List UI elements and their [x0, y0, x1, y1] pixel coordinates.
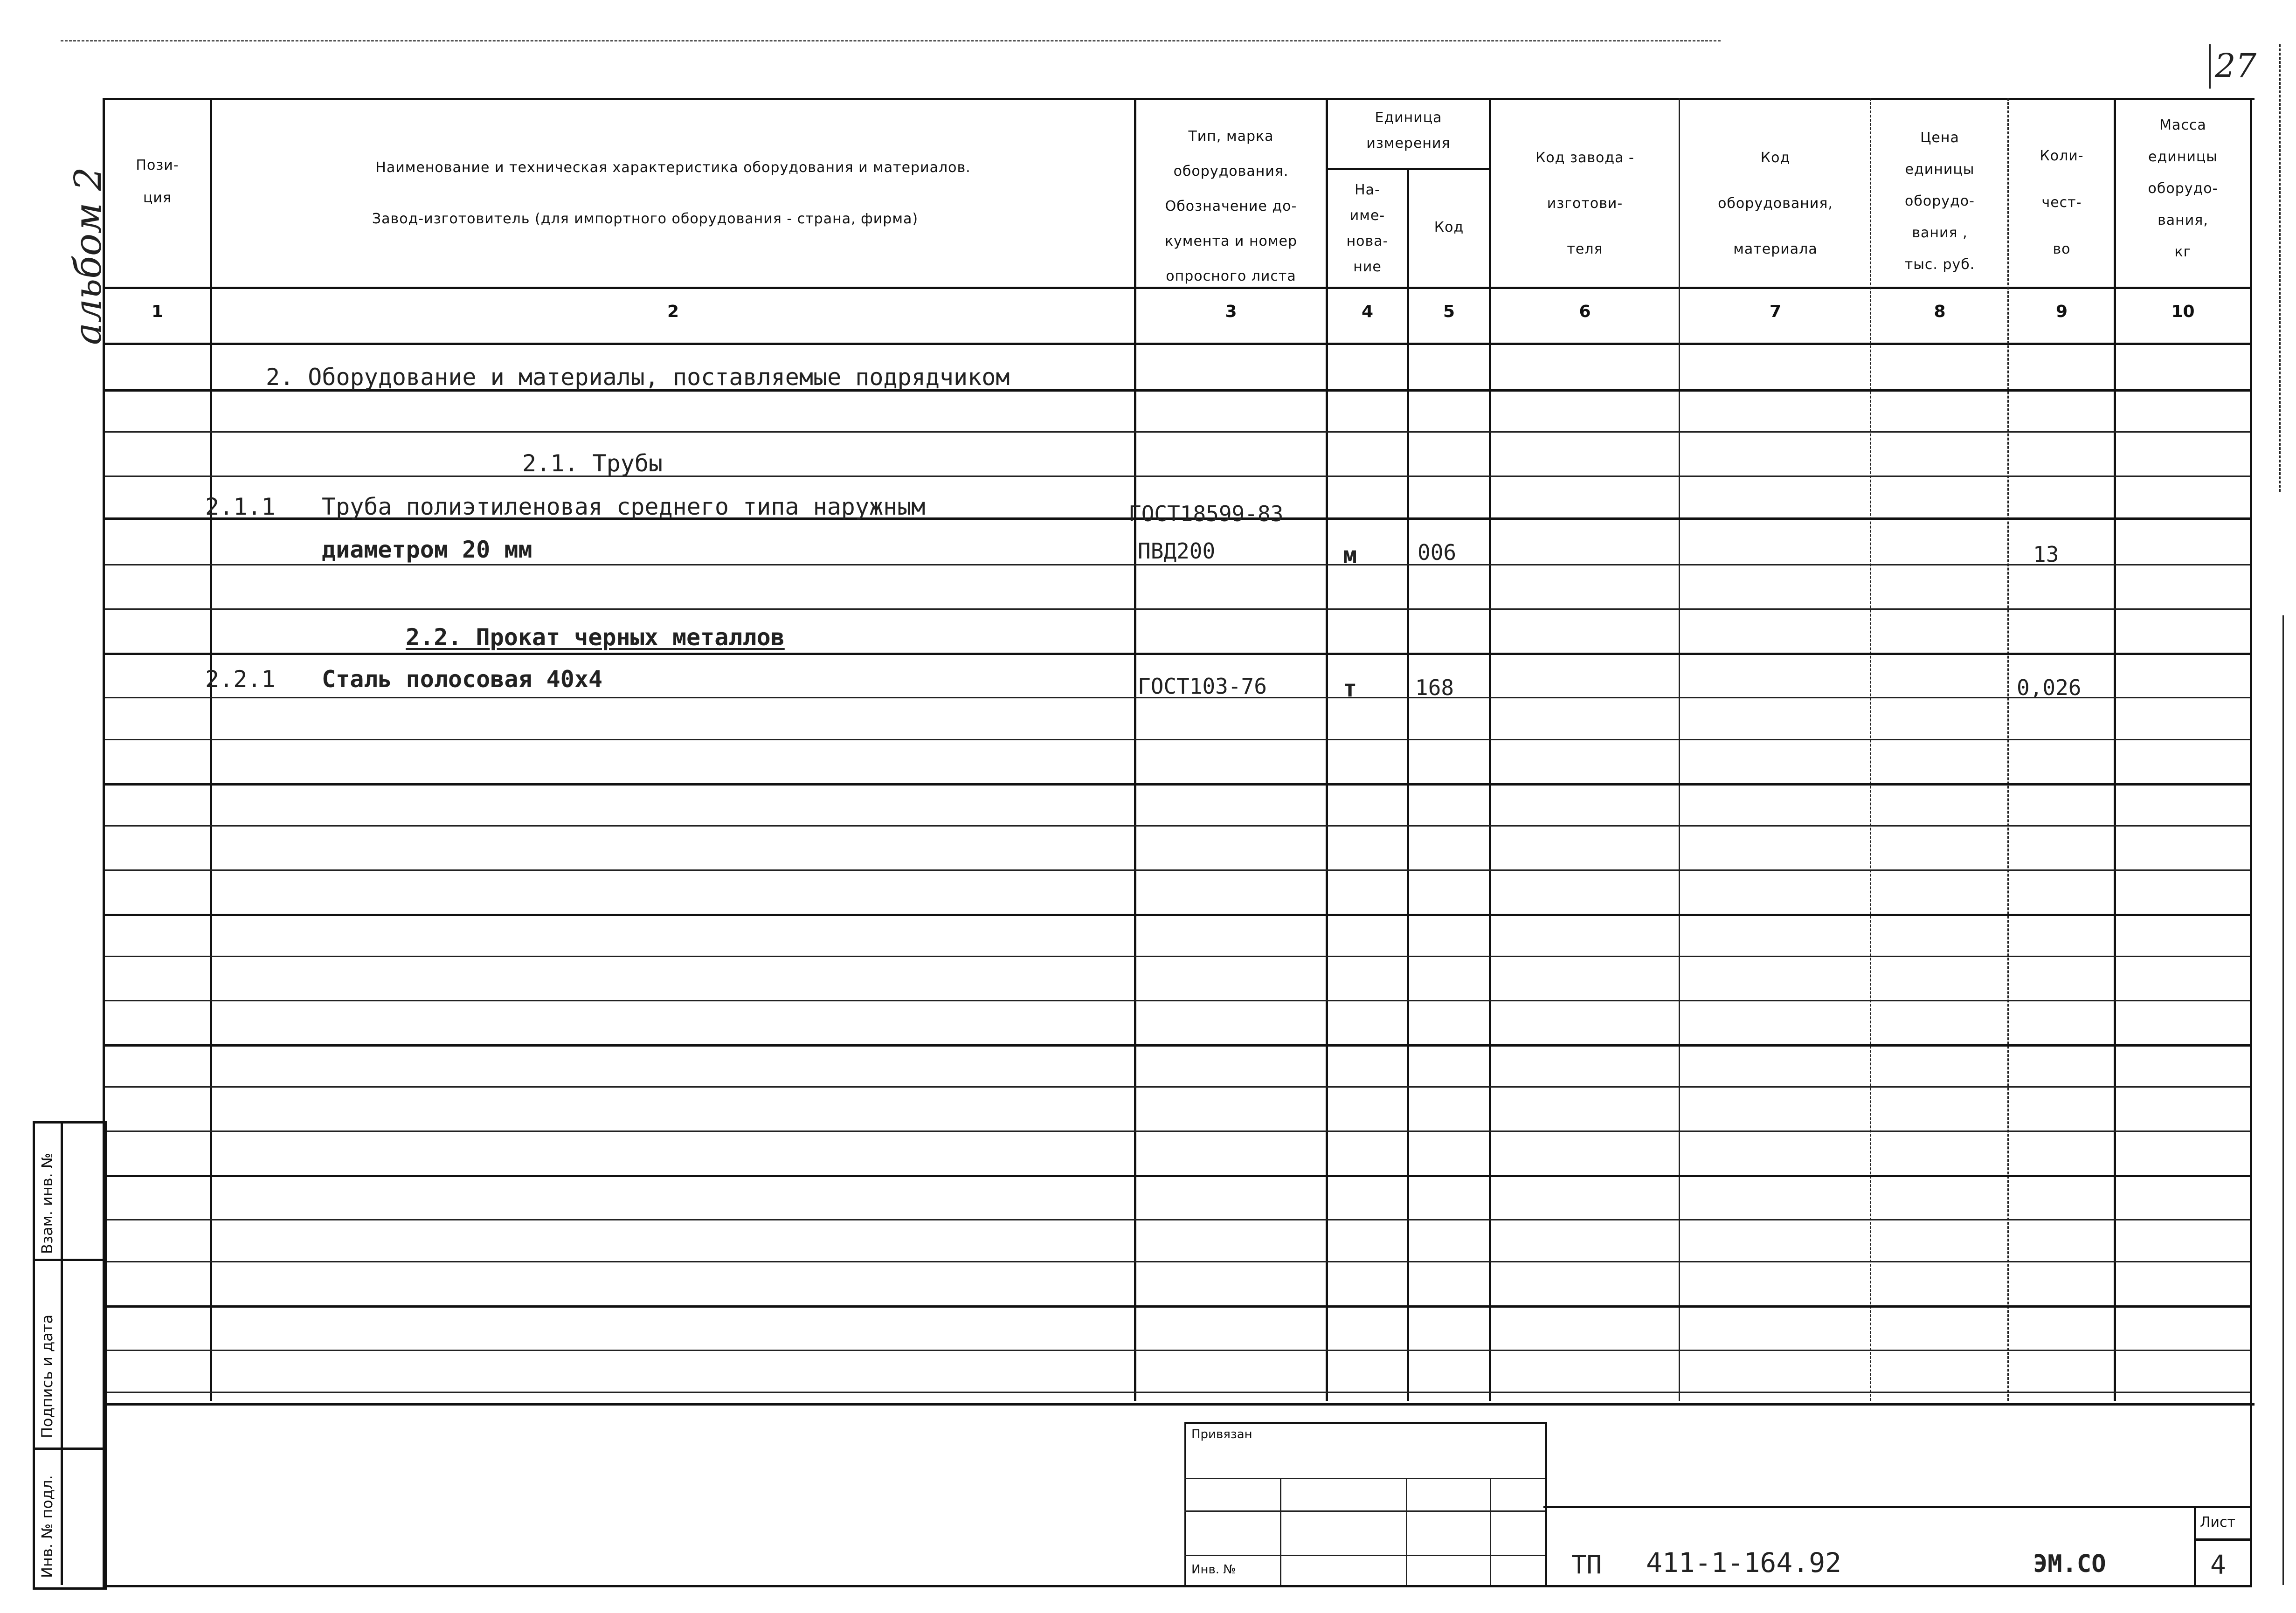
hdr-col-4: [1328, 177, 1407, 280]
hdr-col-7-line-1: Код: [1760, 150, 1791, 166]
hdr-col-9: [2010, 133, 2114, 273]
side-stamp-2: Подпись и дата: [38, 1314, 56, 1438]
hdr-col-3: [1136, 119, 1326, 294]
item2-qty: 0,026: [2017, 675, 2082, 700]
side-stamp-sep-2: [33, 1448, 103, 1450]
hdr-col-8-line-3: оборудо-: [1905, 193, 1975, 209]
item2-unit: т: [1343, 675, 1357, 702]
hdr-col-10-line-5: кг: [2174, 244, 2192, 260]
top-sheet-number: 27: [2215, 47, 2257, 85]
item1-doc-line-2: ПВД200: [1138, 538, 1216, 564]
colnum-8: 8: [1934, 302, 1946, 321]
hdr-col-2: [212, 142, 1134, 245]
row-line: [105, 653, 2250, 655]
row-line: [105, 825, 2250, 827]
right-edge-rule: [2282, 615, 2284, 1585]
hdr-col-8: [1872, 122, 2007, 281]
colnum-6: 6: [1579, 302, 1591, 321]
row-line: [105, 1392, 2250, 1393]
row-line: [105, 1086, 2250, 1088]
doc-code: ЭМ.СО: [2033, 1550, 2106, 1578]
top-rule: [61, 40, 1721, 41]
sheet-value: 4: [2210, 1550, 2226, 1580]
hdr-col-3-line-5: опросного листа: [1166, 268, 1296, 284]
hdr-col-2-line-2: Завод-изготовитель (для импортного оборудования - страна, фирма): [372, 211, 919, 227]
title-block-frame: [103, 1399, 2252, 1587]
sheet-label: Лист: [2200, 1514, 2236, 1530]
inv-label: Инв. №: [1191, 1563, 1236, 1577]
row-line: [105, 956, 2250, 957]
col-line-5: [1489, 98, 1491, 1401]
hdr-col-6-line-3: теля: [1567, 241, 1603, 257]
item1-unit: м: [1343, 542, 1357, 569]
hdr-col-6-line-1: Код завода -: [1535, 150, 1634, 166]
sub1-title: 2.1. Трубы: [522, 450, 663, 477]
hdr-col-7: [1681, 135, 1870, 272]
side-stamp-3: Инв. № подл.: [38, 1475, 56, 1578]
col-line-9: [2114, 98, 2116, 1401]
row-line: [105, 869, 2250, 871]
row-line: [105, 476, 2250, 477]
hdr-col-3-line-2: оборудования.: [1173, 163, 1289, 179]
hdr-col-9-line-2: чест-: [2041, 194, 2082, 211]
colnum-7: 7: [1769, 302, 1782, 321]
item1-position: 2.1.1: [205, 493, 276, 520]
item2-position: 2.2.1: [205, 666, 276, 693]
row-line: [105, 608, 2250, 610]
hdr-col-1-line-1: Пози-: [136, 157, 179, 173]
hdr-col-1-line-2: ция: [143, 190, 172, 206]
hdr-col-9-line-1: Коли-: [2040, 148, 2084, 164]
table-right-border: [2250, 98, 2252, 1587]
hdr-col-6-line-2: изготови-: [1547, 195, 1623, 212]
main-stamp-top: [1543, 1506, 2250, 1508]
row-line: [105, 739, 2250, 740]
row-line: [105, 1175, 2250, 1177]
row-line: [105, 1219, 2250, 1220]
hdr-col-9-line-3: во: [2053, 241, 2071, 257]
colnum-3: 3: [1225, 302, 1237, 321]
colnum-4: 4: [1361, 302, 1374, 321]
row-line: [105, 1130, 2250, 1132]
row-line: [105, 914, 2250, 916]
hdr-col-4-line-4: ние: [1353, 259, 1382, 275]
row-line: [105, 431, 2250, 433]
hdr-col-7-line-3: материала: [1733, 241, 1818, 257]
attached-col-2: [1406, 1478, 1407, 1585]
attached-box: [1184, 1422, 1547, 1587]
sub2-title: 2.2. Прокат черных металлов: [406, 624, 785, 651]
col-line-1: [210, 98, 212, 1401]
hdr-col-5-line-1: Код: [1434, 219, 1464, 235]
hdr-col-6: [1491, 135, 1679, 272]
right-margin-rule: [2279, 44, 2281, 492]
unit-group-line: [1326, 168, 1489, 170]
hdr-col-8-line-1: Цена: [1920, 130, 1959, 146]
colnum-5: 5: [1443, 302, 1455, 321]
row-line: [105, 564, 2250, 565]
sheet-cell-sep: [2194, 1538, 2250, 1541]
doc-number: 411-1-164.92: [1646, 1547, 1842, 1579]
col-line-7: [1870, 98, 1871, 1401]
hdr-col-7-line-2: оборудования,: [1718, 195, 1833, 212]
hdr-col-4-line-1: На-: [1355, 182, 1380, 198]
row-line: [105, 1044, 2250, 1047]
side-handwriting: альбом 2: [66, 167, 110, 345]
hdr-col-4-line-2: име-: [1349, 207, 1385, 224]
item2-doc: ГОСТ103-76: [1138, 674, 1267, 699]
hdr-col-8-line-2: единицы: [1905, 161, 1975, 178]
hdr-col-8-line-5: тыс. руб.: [1904, 256, 1975, 273]
hdr-col-10-line-3: оборудо-: [2148, 180, 2218, 197]
item1-doc-line-1: ГОСТ18599-83: [1128, 501, 1284, 526]
hdr-unit-group-line-2: измерения: [1366, 135, 1451, 152]
side-stamp-inner: [61, 1121, 63, 1585]
item1-name-line-1: Труба полиэтиленовая среднего типа наружным: [322, 493, 926, 520]
row-line: [105, 1350, 2250, 1351]
item1-code: 006: [1418, 540, 1457, 565]
hdr-unit-group-line-1: Единица: [1375, 110, 1442, 126]
side-stamp-sep-1: [33, 1259, 103, 1261]
doc-prefix: ТП: [1571, 1550, 1602, 1579]
top-right-tick: [2209, 44, 2211, 89]
colnum-10: 10: [2171, 302, 2195, 321]
section-title: 2. Оборудование и материалы, поставляемые подрядчиком: [266, 364, 1010, 391]
side-stamp-1: Взам. инв. №: [38, 1152, 56, 1254]
item2-name: Сталь полосовая 40х4: [322, 666, 603, 693]
attached-col-3: [1490, 1478, 1491, 1585]
colnum-9: 9: [2055, 302, 2068, 321]
hdr-col-3-line-1: Тип, марка: [1188, 128, 1274, 145]
attached-label: Привязан: [1191, 1427, 1252, 1441]
hdr-col-10-line-4: вания,: [2158, 212, 2208, 228]
row-line: [105, 1000, 2250, 1001]
colnum-1: 1: [151, 302, 164, 321]
row-line: [105, 783, 2250, 786]
hdr-col-10: [2116, 110, 2250, 268]
hdr-col-10-line-1: Масса: [2159, 117, 2206, 133]
hdr-col-10-line-2: единицы: [2148, 149, 2218, 165]
item2-code: 168: [1415, 675, 1454, 700]
row-line: [105, 1305, 2250, 1308]
row-line: [105, 1261, 2250, 1262]
item1-qty: 13: [2033, 542, 2059, 567]
table-frame: [103, 98, 2255, 1406]
hdr-unit-group: [1328, 105, 1489, 156]
item1-name-line-2: диаметром 20 мм: [322, 536, 533, 563]
colnum-2: 2: [667, 302, 679, 321]
hdr-col-2-line-1: Наименование и техническая характеристика оборудования и материалов.: [375, 159, 971, 176]
sheet-cell-left: [2194, 1506, 2196, 1585]
hdr-col-5: [1409, 212, 1489, 243]
col-line-6: [1679, 98, 1680, 1401]
col-line-8: [2007, 98, 2009, 1401]
attached-col-1: [1280, 1478, 1281, 1585]
hdr-col-3-line-4: кумента и номер: [1164, 233, 1298, 249]
hdr-col-8-line-4: вания ,: [1912, 225, 1968, 241]
hdr-col-4-line-3: нова-: [1346, 233, 1389, 249]
hdr-col-3-line-3: Обозначение до-: [1165, 198, 1297, 214]
numbers-bottom: [103, 343, 2252, 345]
col-line-3: [1326, 98, 1328, 1401]
